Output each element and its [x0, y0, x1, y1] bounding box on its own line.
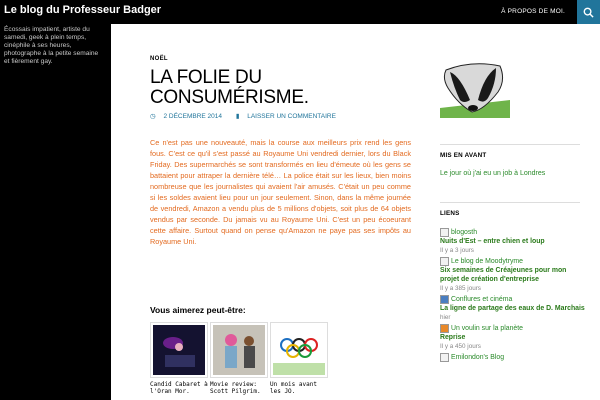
favicon-icon	[440, 295, 449, 304]
search-button[interactable]	[577, 0, 600, 24]
blog-item	[440, 353, 585, 362]
post-body: Ce n'est pas une nouveauté, mais la course aux meilleurs prix rend les gens fous. C'est ce qu'il s'est passé au Royaume Uni vendredi dernier, lors du Black Friday. Des supermarchés se sont transformés en lieu d'émeute où les gens se battaient pour attraper la dernière télé… La police était sur les lieux, bien moins nombreuse que les journalistes qui avaient l'air amusés. C'était un peu comme si les soldes avaient lieu pour un jour seulement. Sinon, dans la même journée de vendredi, Amazon a vendu plus de 5 millions d'objets, soit plus de 64 objets vendus par seconde. Du jamais vu au Royaume Uni. C'est un peu écoeurant cette affaire. Surtout quand on pense qu'Amazon ne paye pas ses impôts au Royaume Uni.	[150, 138, 411, 246]
badger-image	[440, 60, 510, 118]
related-thumbnail[interactable]	[270, 322, 328, 378]
blog-item	[440, 324, 585, 351]
comment-icon: ▮	[235, 113, 240, 120]
blog-item	[440, 295, 585, 322]
related-thumbnail[interactable]	[210, 322, 268, 378]
blog-post-age: Il y a 450 jours	[440, 343, 481, 350]
search-icon	[583, 7, 594, 18]
blog-item	[440, 228, 585, 255]
favicon-icon	[440, 353, 449, 362]
related-item[interactable]	[150, 322, 208, 395]
related-caption[interactable]: Candid Cabaret à l'Oran Mor.	[150, 381, 208, 395]
related-item[interactable]	[210, 322, 268, 395]
blog-post-age: Il y a 385 jours	[440, 285, 481, 292]
blog-name[interactable]: Conflures et cinéma	[451, 296, 513, 303]
post-meta	[150, 112, 348, 120]
site-description: Écossais impatient, artiste du samedi, geek à plein temps, cinéphile à ses heures, photographe à la petite semaine et fièrement gay.	[4, 26, 99, 65]
favicon-icon	[440, 324, 449, 333]
related-thumbnail[interactable]	[150, 322, 208, 378]
widget-divider	[440, 202, 580, 203]
related-caption[interactable]: Un mois avant les JO.	[270, 381, 317, 395]
favicon-icon	[440, 228, 449, 237]
blog-name[interactable]: Le blog de Moodytryme	[451, 258, 524, 265]
blogroll-list	[440, 228, 585, 364]
comment-link-text[interactable]: LAISSER UN COMMENTAIRE	[247, 113, 336, 120]
blog-post-age: hier	[440, 314, 451, 321]
blog-name[interactable]: blogosth	[451, 229, 478, 236]
nav-about-link[interactable]: À PROPOS DE MOI.	[501, 8, 565, 15]
blog-post-age: Il y a 3 jours	[440, 247, 474, 254]
favicon-icon	[440, 257, 449, 266]
top-bar	[0, 0, 600, 24]
related-title: Vous aimerez peut-être:	[150, 305, 246, 315]
widget-divider	[440, 144, 580, 145]
blog-name[interactable]: Un voulin sur la planète	[451, 325, 524, 332]
blog-post-title[interactable]: Nuits d'Est – entre chien et loup	[440, 238, 545, 245]
blog-item	[440, 257, 585, 293]
comment-link[interactable]	[236, 113, 342, 120]
post-title[interactable]: LA FOLIE DU CONSUMÉRISME.	[150, 67, 309, 108]
blog-post-title[interactable]: Six semaines de Créajeunes pour mon projet de création d'entreprise	[440, 267, 567, 283]
clock-icon: ◷	[150, 113, 156, 120]
post-date[interactable]	[150, 113, 228, 120]
post-category[interactable]: NOËL	[150, 56, 168, 62]
left-sidebar	[0, 24, 111, 400]
site-title[interactable]: Le blog du Professeur Badger	[4, 4, 162, 16]
related-caption[interactable]: Movie review: Scott Pilgrim.	[210, 381, 261, 395]
featured-widget-title: MIS EN AVANT	[440, 152, 487, 159]
related-item[interactable]	[270, 322, 328, 395]
blog-post-title[interactable]: La ligne de partage des eaux de D. Marchais	[440, 305, 585, 312]
post-date-text[interactable]: 2 DÉCEMBRE 2014	[163, 113, 223, 120]
featured-link[interactable]: Le jour où j'ai eu un job à Londres	[440, 170, 546, 177]
blog-name[interactable]: Emilondon's Blog	[451, 354, 505, 361]
links-widget-title: LIENS	[440, 210, 460, 217]
blog-post-title[interactable]: Reprise	[440, 334, 466, 341]
